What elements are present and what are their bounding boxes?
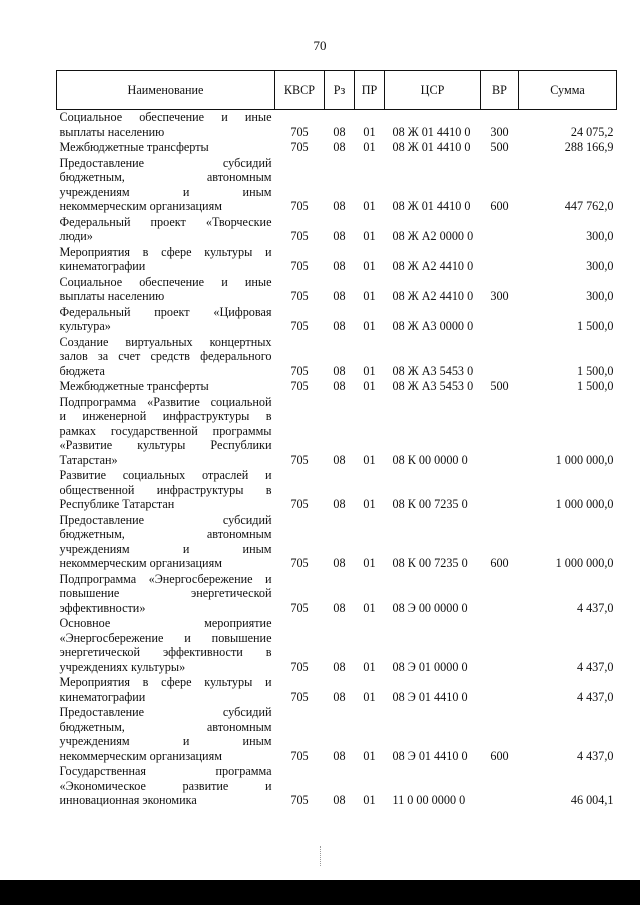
row-sum: 4 437,0 [576,659,614,674]
row-kvsr: 705 [290,600,309,615]
row-csr: 08 Ж А2 4410 0 [392,289,474,303]
row-sum: 1 000 000,0 [555,556,614,570]
row-vr [481,764,519,809]
row-rz: 08 [333,363,346,378]
row-csr: 08 Э 01 0000 0 [392,659,468,674]
row-rz: 08 [333,319,346,333]
row-kvsr: 705 [290,748,309,763]
row-kvsr: 705 [290,689,309,704]
row-name [57,215,275,245]
row-sum: 4 437,0 [576,689,614,704]
row-name-line: Основное мероприятие [59,616,272,630]
row-name-line: Социальное обеспечение и иные [59,110,272,124]
row-pr: 01 [363,379,376,393]
row-rz: 08 [333,140,346,154]
row-name-line: «Экономическое развитие и [59,778,272,793]
row-pr: 01 [363,659,376,674]
row-vr [481,616,519,675]
row-vr [481,468,519,513]
row-name-line: Развитие социальных отраслей и [59,468,272,482]
table-row [57,705,617,764]
row-name-line: учреждениям и иным [59,184,272,199]
row-name-line: общественной инфраструктуры в [59,482,272,497]
row-name [57,110,275,141]
row-csr: 08 Э 01 4410 0 [392,748,468,763]
row-name-line: бюджета [59,363,105,378]
row-name-line: «Энергосбережение и повышение [59,630,272,645]
row-vr: 300 [490,289,509,303]
row-name-line: Предоставление субсидий [59,155,272,170]
row-sum: 300,0 [586,259,614,273]
row-rz: 08 [333,689,346,704]
table-row [57,110,617,141]
row-name-line: Федеральный проект «Творческие [59,214,272,229]
row-vr [481,215,519,245]
table-row [57,764,617,809]
row-csr: 08 К 00 7235 0 [392,497,468,511]
row-vr [481,572,519,617]
table-body [57,110,617,809]
row-rz: 08 [333,452,346,467]
row-kvsr: 705 [290,199,309,213]
row-rz: 08 [333,793,346,807]
row-vr: 500 [490,140,509,154]
row-name [57,335,275,380]
row-kvsr: 705 [290,659,309,674]
row-name [57,468,275,513]
header-name: Наименование [57,71,275,110]
row-rz: 08 [333,497,346,511]
row-name-line: культура» [59,319,111,333]
row-pr: 01 [363,259,376,273]
row-csr: 08 К 00 0000 0 [392,452,468,467]
row-sum: 1 000 000,0 [555,452,614,467]
row-pr: 01 [363,124,376,139]
row-rz: 08 [333,600,346,615]
row-rz: 08 [333,556,346,570]
row-name [57,705,275,764]
row-sum: 1 500,0 [576,319,614,333]
row-pr: 01 [363,199,376,213]
row-kvsr: 705 [290,289,309,303]
row-name-line: учреждениям и иным [59,541,272,556]
row-sum: 24 075,2 [570,124,614,139]
row-kvsr: 705 [290,793,309,807]
row-vr [481,245,519,275]
row-csr: 08 К 00 7235 0 [392,556,468,570]
table-row [57,275,617,305]
table-row [57,616,617,675]
row-name [57,764,275,809]
row-vr [481,305,519,335]
row-kvsr: 705 [290,319,309,333]
row-name-line: учреждениях культуры» [59,659,186,674]
row-sum: 447 762,0 [564,199,614,213]
row-csr: 08 Э 01 4410 0 [392,689,468,704]
row-name-line: учреждениям и иным [59,734,272,748]
row-rz: 08 [333,124,346,139]
header-pr: ПР [355,71,385,110]
row-name-line: залов за счет средств федерального [59,349,272,363]
row-name-line: Подпрограмма «Энергосбережение и [59,571,272,586]
row-vr: 600 [490,199,509,213]
row-sum: 1 500,0 [576,379,614,393]
row-vr [481,335,519,380]
row-name-line: энергетической эффективности в [59,645,272,659]
header-vr: ВР [481,71,519,110]
row-name-line: Межбюджетные трансферты [59,140,209,154]
row-vr: 600 [490,748,509,763]
row-vr [481,675,519,705]
row-name-line: Предоставление субсидий [59,512,272,527]
row-pr: 01 [363,319,376,333]
row-name-line: бюджетным, автономным [59,170,272,184]
row-name-line: Мероприятия в сфере культуры и [59,244,272,259]
row-name-line: Создание виртуальных концертных [59,334,272,349]
table-row [57,379,617,395]
table-row [57,335,617,380]
row-name-line: Социальное обеспечение и иные [59,274,272,289]
row-name-line: некоммерческим организациям [59,748,222,763]
row-name-line: Татарстан» [59,452,118,467]
row-csr: 08 Ж А3 5453 0 [392,379,474,393]
row-sum: 46 004,1 [570,793,614,807]
row-pr: 01 [363,689,376,704]
table-header [57,71,617,110]
row-pr: 01 [363,600,376,615]
row-name-line: Мероприятия в сфере культуры и [59,675,272,689]
page-number: 70 [313,38,327,53]
row-rz: 08 [333,289,346,303]
row-name [57,275,275,305]
row-pr: 01 [363,363,376,378]
header-rz: Рз [325,71,355,110]
row-csr: 08 Ж 01 4410 0 [392,124,471,139]
table-row [57,468,617,513]
row-name-line: кинематографии [59,689,146,704]
header-csr: ЦСР [385,71,481,110]
row-pr: 01 [363,229,376,243]
row-pr: 01 [363,793,376,807]
row-name [57,245,275,275]
row-name-line: Государственная программа [59,764,272,778]
row-name [57,140,275,156]
row-name-line: Республике Татарстан [59,497,175,511]
row-rz: 08 [333,659,346,674]
row-name-line: Федеральный проект «Цифровая [59,304,272,319]
row-name-line: Предоставление субсидий [59,705,272,719]
row-sum: 288 166,9 [564,140,614,154]
row-name [57,156,275,215]
budget-table [56,70,617,809]
row-name-line: кинематографии [59,259,146,273]
row-rz: 08 [333,259,346,273]
row-name-line: некоммерческим организациям [59,556,222,570]
row-rz: 08 [333,199,346,213]
row-kvsr: 705 [290,259,309,273]
row-pr: 01 [363,748,376,763]
row-csr: 08 Ж 01 4410 0 [392,199,471,213]
row-csr: 08 Ж А3 0000 0 [392,319,474,333]
row-rz: 08 [333,229,346,243]
row-name [57,675,275,705]
row-name [57,513,275,572]
row-pr: 01 [363,556,376,570]
header-sum: Сумма [519,71,617,110]
row-csr: 11 0 00 0000 0 [392,793,466,807]
row-kvsr: 705 [290,497,309,511]
table-row [57,675,617,705]
row-rz: 08 [333,748,346,763]
row-name-line: инновационная экономика [59,793,197,807]
table-row [57,215,617,245]
row-vr: 500 [490,379,509,393]
row-name-line: рамках государственной программы [59,423,272,438]
row-kvsr: 705 [290,229,309,243]
table-row [57,156,617,215]
row-name-line: бюджетным, автономным [59,527,272,541]
row-csr: 08 Ж А3 5453 0 [392,363,474,378]
row-name-line: выплаты населению [59,124,165,139]
table-row [57,245,617,275]
row-rz: 08 [333,379,346,393]
row-sum: 4 437,0 [576,600,614,615]
row-csr: 08 Э 00 0000 0 [392,600,468,615]
row-name [57,616,275,675]
row-sum: 300,0 [586,229,614,243]
table-row [57,513,617,572]
row-kvsr: 705 [290,556,309,570]
row-pr: 01 [363,140,376,154]
row-name-line: и инженерной инфраструктуры в [59,409,272,423]
header-kvsr: КВСР [275,71,325,110]
row-kvsr: 705 [290,363,309,378]
row-name-line: Межбюджетные трансферты [59,379,209,393]
row-pr: 01 [363,452,376,467]
row-sum: 4 437,0 [576,748,614,763]
row-name-line: «Развитие культуры Республики [59,438,272,452]
table-row [57,572,617,617]
row-csr: 08 Ж А2 0000 0 [392,229,474,243]
row-name [57,379,275,395]
row-vr [481,395,519,469]
row-pr: 01 [363,289,376,303]
fold-mark [320,846,322,866]
row-name-line: бюджетным, автономным [59,719,272,734]
row-csr: 08 Ж А2 4410 0 [392,259,474,273]
row-sum: 300,0 [586,289,614,303]
row-name-line: Подпрограмма «Развитие социальной [59,394,272,409]
row-name-line: выплаты населению [59,289,165,303]
row-kvsr: 705 [290,379,309,393]
row-sum: 1 000 000,0 [555,497,614,511]
row-vr: 600 [490,556,509,570]
row-vr: 300 [490,124,509,139]
row-name-line: люди» [59,229,93,243]
table-row [57,395,617,469]
row-kvsr: 705 [290,452,309,467]
row-name [57,305,275,335]
scan-edge-bar [0,880,640,905]
table-row [57,305,617,335]
row-pr: 01 [363,497,376,511]
row-kvsr: 705 [290,124,309,139]
table-row [57,140,617,156]
row-name [57,395,275,469]
row-name-line: некоммерческим организациям [59,199,222,213]
row-name [57,572,275,617]
row-kvsr: 705 [290,140,309,154]
row-sum: 1 500,0 [576,363,614,378]
row-csr: 08 Ж 01 4410 0 [392,140,471,154]
row-name-line: повышение энергетической [59,586,272,600]
row-name-line: эффективности» [59,600,146,615]
